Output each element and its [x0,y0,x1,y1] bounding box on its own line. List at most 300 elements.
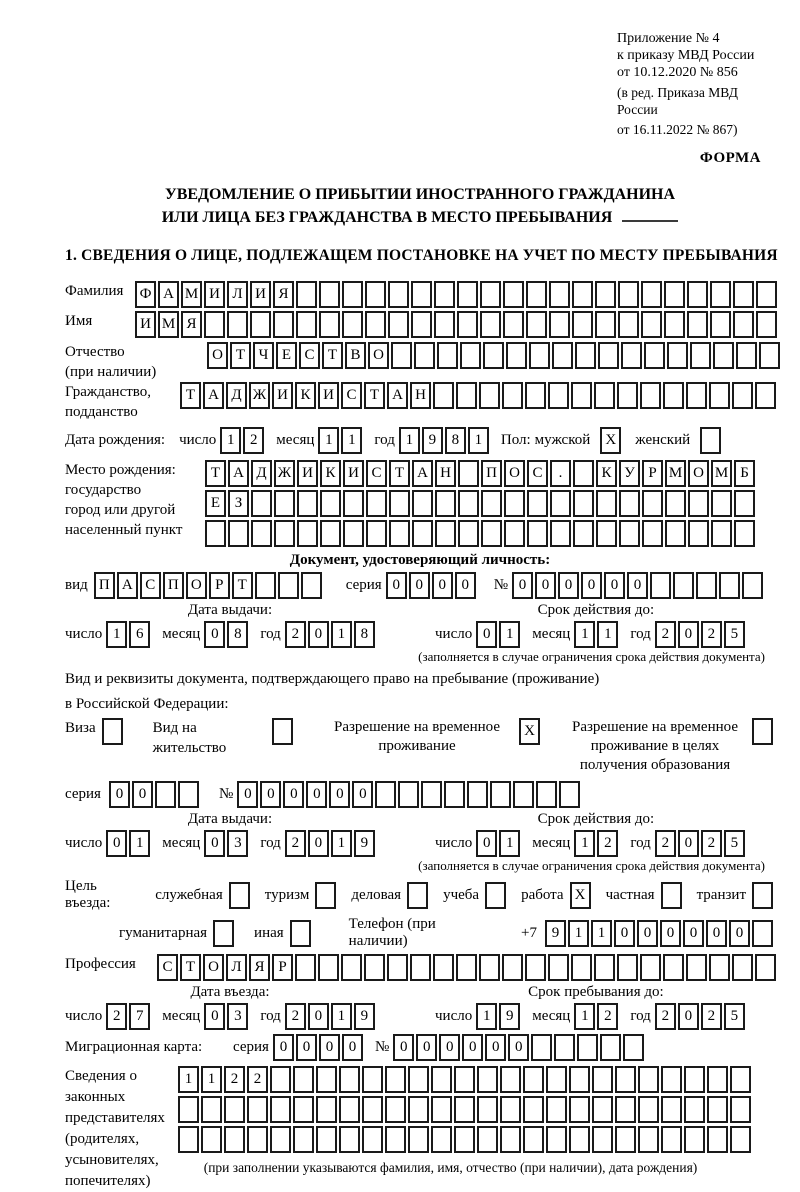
char-box[interactable] [316,1126,337,1153]
char-box[interactable]: Р [209,572,230,599]
char-box[interactable]: 2 [701,621,722,648]
char-box[interactable]: 1 [499,621,520,648]
char-box[interactable] [709,382,730,409]
char-box[interactable] [444,781,465,808]
purpose-private-checkbox[interactable] [661,882,682,909]
char-box[interactable]: 2 [285,621,306,648]
char-box[interactable]: 2 [285,830,306,857]
char-box[interactable] [640,382,661,409]
char-box[interactable] [433,382,454,409]
char-box[interactable] [642,490,663,517]
char-box[interactable]: С [140,572,161,599]
char-box[interactable]: 0 [508,1034,529,1061]
char-box[interactable]: 0 [706,920,727,947]
char-box[interactable]: Т [180,954,201,981]
char-box[interactable]: 0 [386,572,407,599]
char-box[interactable] [343,520,364,547]
char-box[interactable]: 0 [409,572,430,599]
char-box[interactable] [536,781,557,808]
char-box[interactable]: 0 [678,830,699,857]
char-box[interactable]: 0 [581,572,602,599]
char-box[interactable] [592,1096,613,1123]
char-box[interactable]: А [117,572,138,599]
char-box[interactable] [365,281,386,308]
char-box[interactable]: П [481,460,502,487]
purpose-work-checkbox[interactable]: X [570,882,591,909]
char-box[interactable] [500,1096,521,1123]
purpose-humanitarian-checkbox[interactable] [213,920,234,947]
char-box[interactable]: 0 [512,572,533,599]
char-box[interactable] [730,1096,751,1123]
char-box[interactable] [457,311,478,338]
char-box[interactable] [619,520,640,547]
char-box[interactable]: 0 [604,572,625,599]
char-box[interactable] [640,954,661,981]
char-box[interactable] [661,1126,682,1153]
char-box[interactable]: 0 [319,1034,340,1061]
char-box[interactable] [481,490,502,517]
char-box[interactable]: 5 [724,1003,745,1030]
char-box[interactable] [527,520,548,547]
char-box[interactable] [575,342,596,369]
char-box[interactable]: 2 [655,830,676,857]
char-box[interactable] [548,382,569,409]
char-box[interactable] [523,1096,544,1123]
char-box[interactable] [730,1126,751,1153]
char-box[interactable] [318,954,339,981]
char-box[interactable] [661,1066,682,1093]
char-box[interactable] [665,490,686,517]
char-box[interactable] [293,1096,314,1123]
char-box[interactable] [343,490,364,517]
purpose-official-checkbox[interactable] [229,882,250,909]
char-box[interactable] [178,781,199,808]
char-box[interactable] [457,281,478,308]
char-box[interactable]: Я [249,954,270,981]
char-box[interactable] [274,490,295,517]
char-box[interactable]: 0 [614,920,635,947]
char-box[interactable] [572,311,593,338]
char-box[interactable] [684,1066,705,1093]
char-box[interactable]: И [297,460,318,487]
char-box[interactable] [552,342,573,369]
char-box[interactable] [755,382,776,409]
char-box[interactable]: 0 [308,621,329,648]
char-box[interactable] [546,1096,567,1123]
char-box[interactable] [362,1096,383,1123]
char-box[interactable]: 3 [227,830,248,857]
char-box[interactable] [412,520,433,547]
char-box[interactable] [618,311,639,338]
char-box[interactable] [573,520,594,547]
char-box[interactable]: 6 [129,621,150,648]
char-box[interactable]: 0 [237,781,258,808]
char-box[interactable] [204,311,225,338]
char-box[interactable] [247,1096,268,1123]
char-box[interactable] [387,954,408,981]
char-box[interactable] [595,311,616,338]
char-box[interactable] [411,311,432,338]
char-box[interactable] [477,1096,498,1123]
char-box[interactable] [719,572,740,599]
char-box[interactable] [733,281,754,308]
char-box[interactable]: 5 [724,621,745,648]
char-box[interactable]: . [550,460,571,487]
char-box[interactable] [274,520,295,547]
char-box[interactable] [742,572,763,599]
char-box[interactable] [366,490,387,517]
char-box[interactable] [458,490,479,517]
char-box[interactable] [320,520,341,547]
char-box[interactable]: О [186,572,207,599]
char-box[interactable] [339,1126,360,1153]
char-box[interactable] [389,490,410,517]
char-box[interactable]: 1 [591,920,612,947]
char-box[interactable]: 2 [247,1066,268,1093]
char-box[interactable]: 0 [678,621,699,648]
char-box[interactable]: О [368,342,389,369]
purpose-study-checkbox[interactable] [485,882,506,909]
char-box[interactable] [388,311,409,338]
char-box[interactable] [592,1126,613,1153]
char-box[interactable]: 1 [178,1066,199,1093]
char-box[interactable]: Т [205,460,226,487]
char-box[interactable]: 0 [393,1034,414,1061]
char-box[interactable] [477,1066,498,1093]
sex-female-checkbox[interactable] [700,427,721,454]
char-box[interactable] [480,311,501,338]
char-box[interactable] [250,311,271,338]
char-box[interactable]: С [299,342,320,369]
char-box[interactable] [688,490,709,517]
char-box[interactable] [686,382,707,409]
char-box[interactable]: 0 [558,572,579,599]
char-box[interactable] [293,1066,314,1093]
char-box[interactable]: 0 [342,1034,363,1061]
char-box[interactable]: Р [272,954,293,981]
char-box[interactable] [571,382,592,409]
char-box[interactable]: 2 [106,1003,127,1030]
char-box[interactable] [596,490,617,517]
char-box[interactable]: 0 [678,1003,699,1030]
char-box[interactable] [756,311,777,338]
char-box[interactable] [572,281,593,308]
char-box[interactable] [339,1066,360,1093]
char-box[interactable]: И [204,281,225,308]
char-box[interactable] [408,1126,429,1153]
char-box[interactable]: 2 [597,1003,618,1030]
char-box[interactable] [458,520,479,547]
char-box[interactable] [506,342,527,369]
temp-residence-education-checkbox[interactable] [752,718,773,745]
char-box[interactable]: А [387,382,408,409]
char-box[interactable] [228,520,249,547]
char-box[interactable] [366,520,387,547]
char-box[interactable] [525,382,546,409]
char-box[interactable] [549,311,570,338]
char-box[interactable] [296,311,317,338]
char-box[interactable]: 0 [273,1034,294,1061]
char-box[interactable]: 0 [729,920,750,947]
char-box[interactable]: 0 [109,781,130,808]
char-box[interactable]: О [203,954,224,981]
char-box[interactable]: 1 [331,1003,352,1030]
char-box[interactable] [665,520,686,547]
char-box[interactable]: Е [276,342,297,369]
char-box[interactable] [375,781,396,808]
char-box[interactable]: 1 [476,1003,497,1030]
char-box[interactable]: 0 [308,830,329,857]
char-box[interactable] [434,281,455,308]
char-box[interactable] [623,1034,644,1061]
char-box[interactable] [341,954,362,981]
char-box[interactable] [730,1066,751,1093]
char-box[interactable]: С [527,460,548,487]
char-box[interactable] [504,520,525,547]
char-box[interactable] [391,342,412,369]
char-box[interactable]: 0 [432,572,453,599]
char-box[interactable]: А [158,281,179,308]
char-box[interactable] [594,954,615,981]
char-box[interactable]: С [366,460,387,487]
char-box[interactable] [251,520,272,547]
char-box[interactable]: 1 [129,830,150,857]
char-box[interactable]: М [181,281,202,308]
char-box[interactable]: Б [734,460,755,487]
char-box[interactable] [615,1066,636,1093]
purpose-business-checkbox[interactable] [407,882,428,909]
char-box[interactable] [414,342,435,369]
char-box[interactable]: 3 [227,1003,248,1030]
char-box[interactable]: 8 [227,621,248,648]
char-box[interactable] [546,1126,567,1153]
char-box[interactable]: 0 [439,1034,460,1061]
char-box[interactable] [573,460,594,487]
char-box[interactable] [756,281,777,308]
char-box[interactable] [559,781,580,808]
char-box[interactable] [548,954,569,981]
char-box[interactable] [456,954,477,981]
char-box[interactable] [638,1126,659,1153]
char-box[interactable] [707,1096,728,1123]
char-box[interactable] [733,311,754,338]
char-box[interactable] [297,520,318,547]
char-box[interactable]: 1 [574,1003,595,1030]
char-box[interactable]: 1 [597,621,618,648]
char-box[interactable]: 1 [220,427,241,454]
char-box[interactable]: Л [226,954,247,981]
char-box[interactable]: А [412,460,433,487]
char-box[interactable]: 9 [545,920,566,947]
char-box[interactable] [650,572,671,599]
char-box[interactable] [642,520,663,547]
char-box[interactable]: 9 [354,1003,375,1030]
char-box[interactable]: И [135,311,156,338]
char-box[interactable]: 1 [574,830,595,857]
char-box[interactable] [696,572,717,599]
char-box[interactable]: П [163,572,184,599]
char-box[interactable] [686,954,707,981]
char-box[interactable]: 0 [485,1034,506,1061]
char-box[interactable]: 1 [468,427,489,454]
char-box[interactable]: Ж [274,460,295,487]
char-box[interactable]: 2 [224,1066,245,1093]
char-box[interactable]: 0 [306,781,327,808]
char-box[interactable] [421,781,442,808]
char-box[interactable]: 0 [204,830,225,857]
char-box[interactable] [270,1096,291,1123]
char-box[interactable] [673,572,694,599]
char-box[interactable]: В [345,342,366,369]
char-box[interactable]: 1 [331,830,352,857]
char-box[interactable]: П [94,572,115,599]
residence-permit-checkbox[interactable] [272,718,293,745]
purpose-transit-checkbox[interactable] [752,882,773,909]
char-box[interactable] [398,781,419,808]
char-box[interactable]: М [665,460,686,487]
char-box[interactable] [255,572,276,599]
char-box[interactable] [690,342,711,369]
char-box[interactable] [641,311,662,338]
char-box[interactable] [710,311,731,338]
char-box[interactable]: 1 [499,830,520,857]
char-box[interactable] [638,1096,659,1123]
char-box[interactable]: 2 [655,1003,676,1030]
char-box[interactable] [342,311,363,338]
char-box[interactable] [500,1066,521,1093]
char-box[interactable] [592,1066,613,1093]
char-box[interactable]: Я [181,311,202,338]
char-box[interactable]: И [250,281,271,308]
char-box[interactable] [454,1096,475,1123]
char-box[interactable] [759,342,780,369]
char-box[interactable]: 0 [204,621,225,648]
char-box[interactable] [412,490,433,517]
char-box[interactable]: 2 [597,830,618,857]
char-box[interactable]: 0 [683,920,704,947]
char-box[interactable] [661,1096,682,1123]
char-box[interactable]: У [619,460,640,487]
char-box[interactable]: К [596,460,617,487]
char-box[interactable] [577,1034,598,1061]
char-box[interactable]: И [318,382,339,409]
visa-checkbox[interactable] [102,718,123,745]
char-box[interactable]: Ф [135,281,156,308]
char-box[interactable]: А [203,382,224,409]
char-box[interactable]: 0 [329,781,350,808]
char-box[interactable]: С [157,954,178,981]
char-box[interactable] [664,311,685,338]
char-box[interactable] [546,1066,567,1093]
char-box[interactable] [389,520,410,547]
char-box[interactable]: 2 [285,1003,306,1030]
char-box[interactable]: Т [364,382,385,409]
char-box[interactable] [571,954,592,981]
char-box[interactable] [479,382,500,409]
char-box[interactable] [437,342,458,369]
char-box[interactable] [481,520,502,547]
char-box[interactable] [598,342,619,369]
char-box[interactable] [408,1066,429,1093]
char-box[interactable] [365,311,386,338]
char-box[interactable] [644,342,665,369]
char-box[interactable] [531,1034,552,1061]
char-box[interactable]: 9 [354,830,375,857]
char-box[interactable] [619,490,640,517]
char-box[interactable] [526,281,547,308]
char-box[interactable] [477,1126,498,1153]
char-box[interactable]: 0 [296,1034,317,1061]
char-box[interactable] [734,520,755,547]
char-box[interactable] [316,1096,337,1123]
char-box[interactable] [736,342,757,369]
char-box[interactable] [734,490,755,517]
char-box[interactable] [523,1066,544,1093]
char-box[interactable] [709,954,730,981]
char-box[interactable] [569,1096,590,1123]
char-box[interactable] [527,490,548,517]
char-box[interactable]: 0 [535,572,556,599]
char-box[interactable]: Я [273,281,294,308]
char-box[interactable] [732,954,753,981]
char-box[interactable] [569,1066,590,1093]
char-box[interactable]: 1 [574,621,595,648]
char-box[interactable] [301,572,322,599]
char-box[interactable] [247,1126,268,1153]
char-box[interactable] [687,311,708,338]
char-box[interactable]: 8 [354,621,375,648]
char-box[interactable] [617,382,638,409]
char-box[interactable] [707,1066,728,1093]
char-box[interactable] [410,954,431,981]
char-box[interactable] [454,1066,475,1093]
char-box[interactable]: 0 [283,781,304,808]
char-box[interactable] [362,1066,383,1093]
char-box[interactable] [362,1126,383,1153]
char-box[interactable] [529,342,550,369]
char-box[interactable] [385,1096,406,1123]
char-box[interactable] [732,382,753,409]
char-box[interactable]: 7 [129,1003,150,1030]
char-box[interactable] [526,311,547,338]
char-box[interactable]: 0 [476,621,497,648]
char-box[interactable] [431,1096,452,1123]
char-box[interactable] [617,954,638,981]
char-box[interactable]: О [207,342,228,369]
char-box[interactable]: Н [435,460,456,487]
char-box[interactable] [513,781,534,808]
char-box[interactable] [408,1096,429,1123]
char-box[interactable]: 2 [701,1003,722,1030]
sex-male-checkbox[interactable]: X [600,427,621,454]
char-box[interactable]: Т [230,342,251,369]
char-box[interactable] [467,781,488,808]
char-box[interactable] [684,1096,705,1123]
char-box[interactable] [224,1096,245,1123]
char-box[interactable] [752,920,773,947]
char-box[interactable] [388,281,409,308]
char-box[interactable] [595,281,616,308]
char-box[interactable] [273,311,294,338]
char-box[interactable] [431,1066,452,1093]
char-box[interactable] [504,490,525,517]
char-box[interactable] [454,1126,475,1153]
char-box[interactable]: Ч [253,342,274,369]
char-box[interactable]: 0 [308,1003,329,1030]
char-box[interactable] [600,1034,621,1061]
char-box[interactable] [155,781,176,808]
char-box[interactable] [713,342,734,369]
